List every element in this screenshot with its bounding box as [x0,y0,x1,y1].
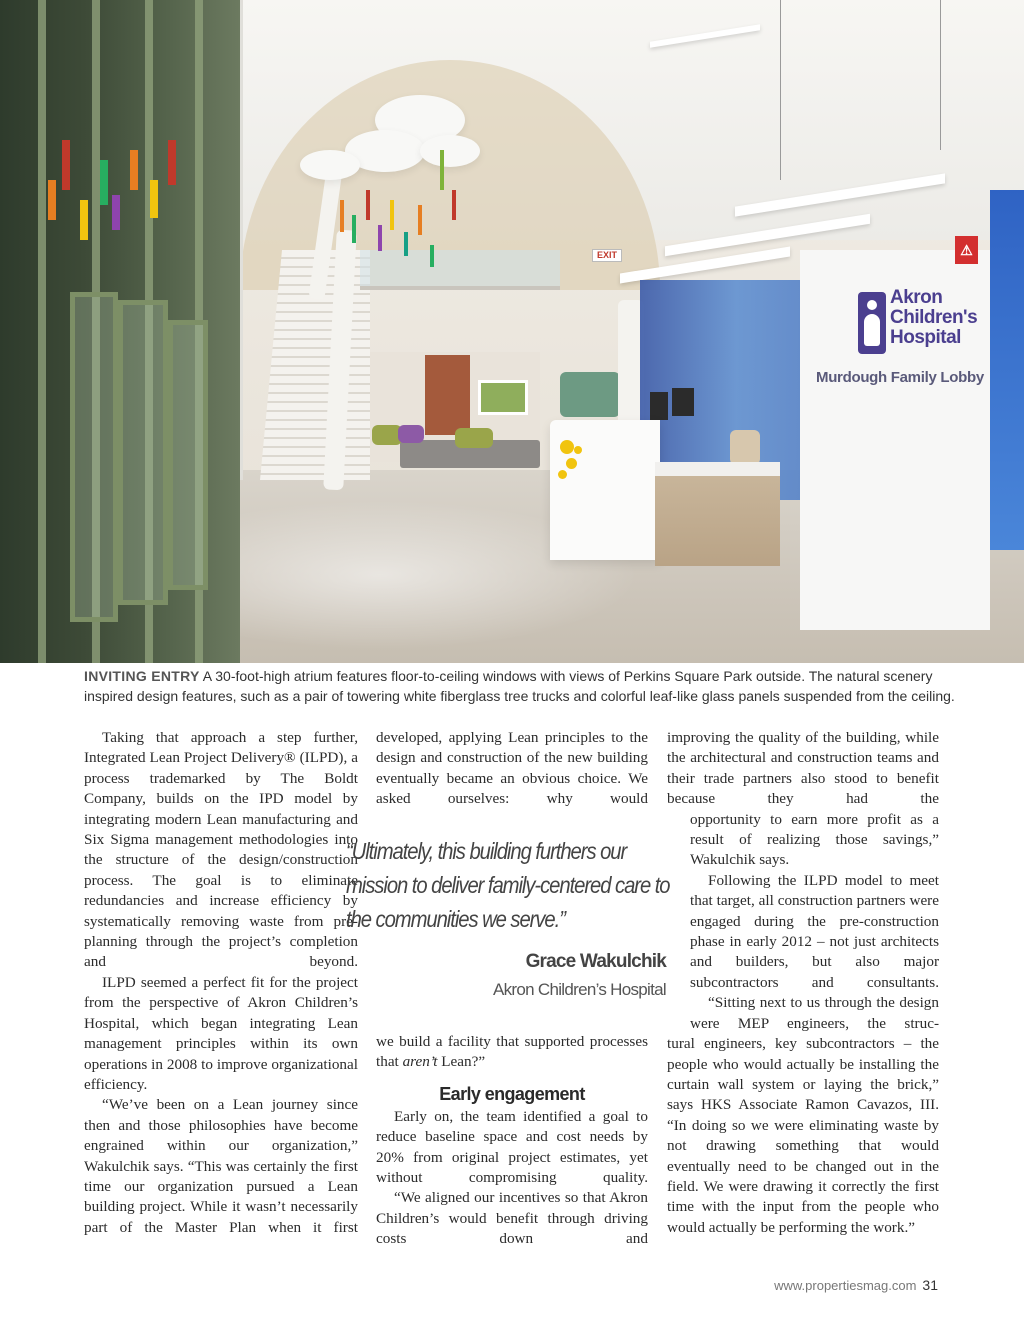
text-column-2-bottom [376,1032,648,1250]
website-link[interactable]: www.propertiesmag.com [774,1278,917,1293]
caption-line-2: inspired design features, such as a pair of towering white fiberglass tree trucks and colorful leaf-like glass panels suspended from the ceiling. [84,688,955,704]
paragraph: we build a facility that supported processes that aren’t Lean?” [376,1033,648,1071]
mezzanine-railing [360,250,560,290]
pull-quote: “Ultimately, this building furthers our mission to deliver family-centered care to the communities we serve.” [346,838,670,932]
paragraph: opportunity to earn more profit as a result of realizing those savings,” Wakulchik says. [690,810,939,869]
entry-door [70,292,118,622]
paragraph: developed, applying Lean principles to the design and construction of the new building eventually became an obvious choice. We asked ourselves: why would [376,729,648,808]
paragraph: improving the quality of the building, while the architectural and construction teams and their trade partners also stood to benefit because they had the [667,729,939,808]
photo-caption [84,666,964,706]
page-number: 31 [922,1277,938,1293]
tree-canopy [300,150,360,180]
paragraph: Taking that approach a step further, Integrated Lean Project Delivery® (ILPD), a process trademarked by The Boldt Company, builds on the IPD model by integrating modern Lean manufacturing and Six Sigma management methodologies into the structure of the design/construction process. The goal is to eliminate redundancies and increase efficiency by systematically removing waste from pre-planning through the project’s completion and beyond. [84,729,358,971]
entry-door [118,300,168,605]
pull-quote-author: Grace Wakulchik [525,951,666,972]
desk-chair [730,430,760,465]
tree-canopy [420,135,480,167]
text-column-2-top [376,728,648,810]
paragraph: Following the ILPD model to meet that target, all construction partners were engaged during the pre-construction phase in early 2012 – not just architects and builders, but also major subcontractors and consultants. [690,871,939,991]
exit-sign: EXIT [592,249,622,262]
page-footer [774,1277,938,1293]
wall-art [478,380,528,415]
hospital-logo-icon [858,292,886,354]
paragraph: tural engineers, key subcontractors – the people who would actually be installing the curtain wall system or laying the brick,” says HKS Associate Ramon Cavazos, III. “In doing so we were eliminating waste by not drawing something that would eventually need to be changed out in the field. We were drawing it correctly the first time with the input from the people who would actually be performing the work.” [667,1035,939,1236]
text-column-1 [84,728,358,1238]
paragraph: “We aligned our incentives so that Akron Children’s would benefit through driving costs down and [376,1189,648,1248]
hospital-logo-text: Akron Children's Hospital [890,287,978,348]
paragraph: “We’ve been on a Lean journey since then and those philosophies have become engrained within our organization,” Wakulchik says. “This was certainly the first time our organization pursued a Lean building project. While it wasn’t necessarily part of the Master Plan when it first [84,1096,358,1236]
pull-quote-organization: Akron Children’s Hospital [492,980,666,999]
paragraph: ILPD seemed a perfect fit for the project from the perspective of Akron Children’s Hospital, which began integrating Lean management principles within its own operations in 2008 to improve organizational efficiency. [84,973,358,1093]
text-column-3 [667,728,939,1238]
fire-extinguisher-sign: ⚠ [955,236,978,264]
atrium-photo [0,0,1024,663]
caption-line-1: A 30-foot-high atrium features floor-to-ceiling windows with views of Perkins Square Park outside. The natural scenery [199,668,933,684]
brick-facade [425,355,470,435]
entry-door [168,320,208,590]
blue-feature-wall [990,190,1024,550]
caption-lead: INVITING ENTRY [84,668,200,684]
paragraph: Early on, the team identified a goal to reduce baseline space and cost needs by 20% from original project estimates, yet without compromising quality. [376,1107,648,1187]
section-heading: Early engagement [439,1083,585,1104]
lobby-sign: Murdough Family Lobby [816,369,984,386]
paragraph: “Sitting next to us through the design were MEP engineers, the struc- [690,994,939,1032]
reception-counter [655,476,780,566]
